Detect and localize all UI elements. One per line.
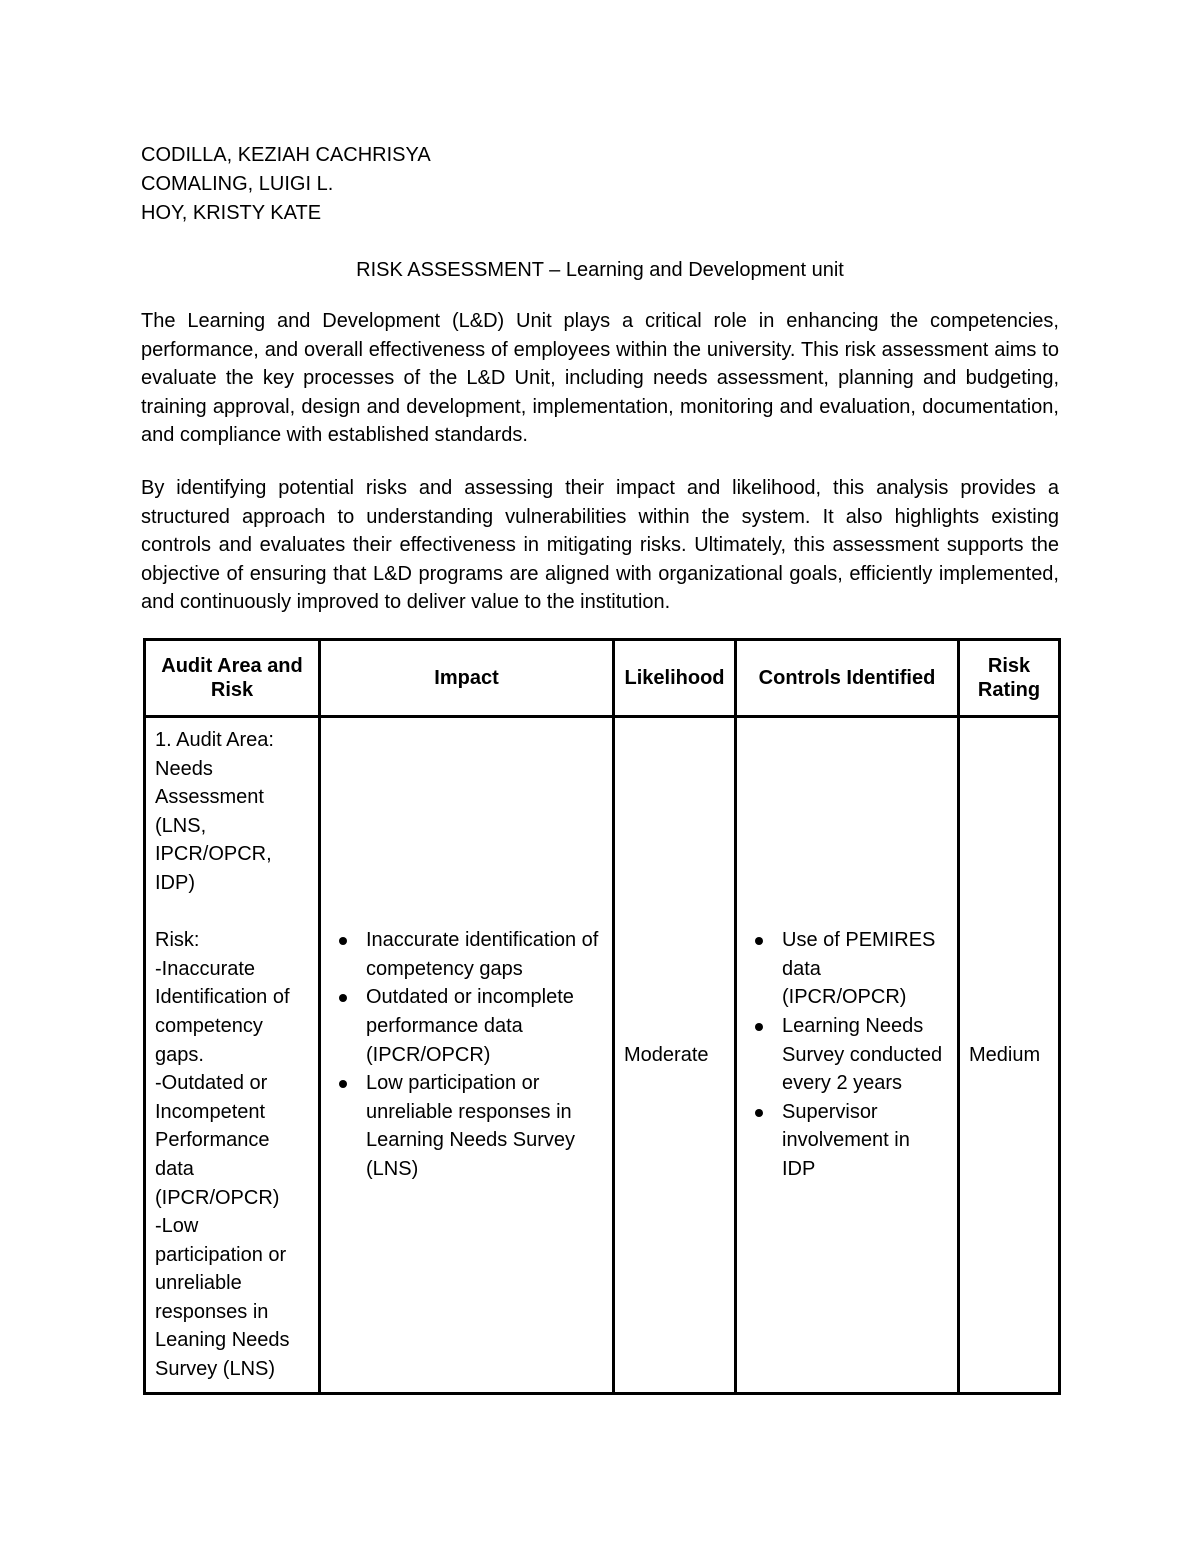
controls-cell	[736, 717, 959, 1394]
impact-cell	[320, 717, 614, 1394]
header-impact: Impact	[320, 640, 614, 717]
control-text: Learning Needs Survey conducted every 2 years	[782, 1014, 943, 1095]
bullet-icon	[339, 1080, 347, 1088]
impact-text: Low participation or unreliable responses in Learning Needs Survey (LNS)	[366, 1072, 576, 1180]
author-name: CODILLA, KEZIAH CACHRISYA	[141, 144, 431, 166]
bullet-icon	[755, 1109, 763, 1117]
audit-area-title: 1. Audit Area: Needs Assessment (LNS, IPCR/OPCR, IDP)	[155, 729, 274, 894]
header-likelihood: Likelihood	[614, 640, 736, 717]
risk-item: -Low participation or unreliable responses in Leaning Needs Survey (LNS)	[155, 1215, 290, 1381]
list-item	[330, 983, 603, 1069]
author-list	[141, 141, 431, 227]
list-item	[330, 1069, 603, 1183]
list-item	[746, 1098, 948, 1184]
header-audit-area: Audit Area and Risk	[145, 640, 320, 717]
cell-spacer	[155, 898, 309, 927]
risk-rating-cell: Medium	[959, 717, 1060, 1394]
risk-label: Risk:	[155, 929, 200, 952]
risk-assessment-table	[143, 638, 1061, 1395]
impact-list	[330, 926, 603, 1183]
author-name: COMALING, LUIGI L.	[141, 172, 334, 195]
risk-item: -Inaccurate Identification of competency gaps.	[155, 957, 290, 1066]
document-title: RISK ASSESSMENT – Learning and Development unit	[356, 259, 844, 281]
table-header-row	[145, 640, 1060, 717]
bullet-icon	[755, 937, 763, 945]
author-name: HOY, KRISTY KATE	[141, 201, 322, 224]
control-text: Supervisor involvement in IDP	[782, 1100, 910, 1180]
intro-paragraph: The Learning and Development (L&D) Unit plays a critical role in enhancing the competencies, performance, and overall effectiveness of employees within the university. This risk assessment aims to evaluate the key processes of the L&D Unit, including needs assessment, planning and budgeting, training approval, design and development, implementation, monitoring and evaluation, documentation, and compliance with established standards.	[141, 310, 1059, 447]
audit-area-cell	[145, 717, 320, 1394]
list-item	[746, 926, 948, 1012]
impact-text: Outdated or incomplete performance data (IPCR/OPCR)	[366, 986, 574, 1066]
control-text: Use of PEMIRES data (IPCR/OPCR)	[782, 929, 936, 1009]
table-row	[145, 717, 1060, 1394]
controls-list	[746, 926, 948, 1183]
bullet-icon	[339, 937, 347, 945]
list-item	[330, 926, 603, 983]
header-risk-rating: Risk Rating	[959, 640, 1060, 717]
bullet-icon	[339, 994, 347, 1002]
likelihood-cell: Moderate	[614, 717, 736, 1394]
risk-item: -Outdated or Incompetent Performance data (IPCR/OPCR)	[155, 1072, 280, 1209]
list-item	[746, 1012, 948, 1098]
impact-text: Inaccurate identification of competency gaps	[366, 929, 599, 980]
header-controls: Controls Identified	[736, 640, 959, 717]
summary-paragraph: By identifying potential risks and assessing their impact and likelihood, this analysis provides a structured approach to understanding vulnerabilities within the system. It also highlights existing controls and evaluates their effectiveness in mitigating risks. Ultimately, this assessment supports the objective of ensuring that L&D programs are aligned with organizational goals, efficiently implemented, and continuously improved to deliver value to the institution.	[141, 477, 1059, 614]
bullet-icon	[755, 1023, 763, 1031]
